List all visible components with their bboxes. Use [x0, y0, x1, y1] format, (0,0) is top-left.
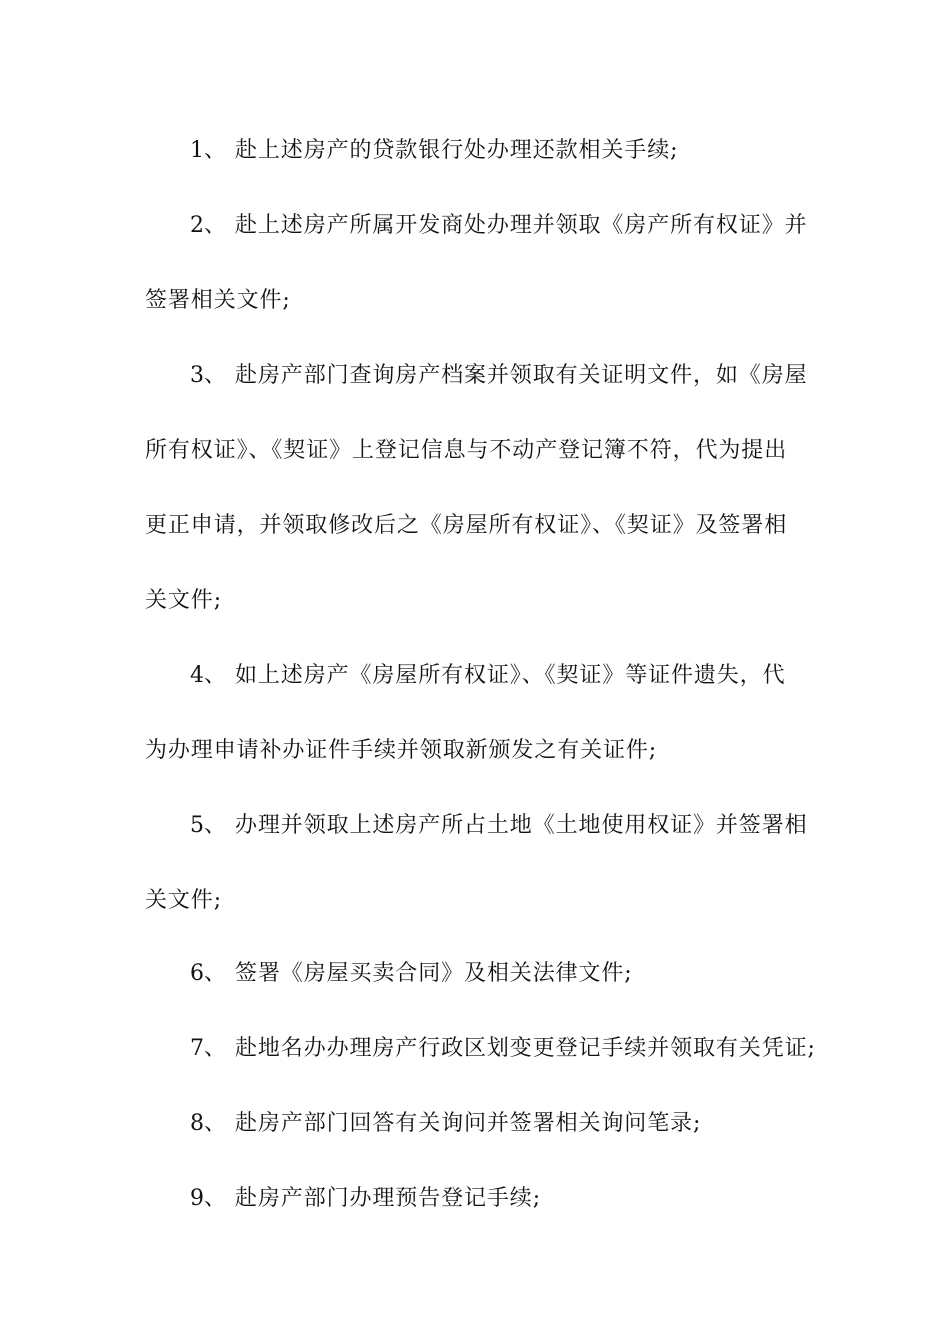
list-item-continuation	[0, 433, 950, 469]
item-number: 9、	[190, 1186, 226, 1211]
item-number: 1、	[190, 138, 226, 163]
item-text: 为办理申请补办证件手续并领取新颁发之有关证件;	[145, 738, 658, 763]
item-text: 关文件;	[145, 888, 223, 913]
item-number: 5、	[190, 813, 226, 838]
list-item	[0, 208, 950, 244]
item-number: 3、	[190, 363, 226, 388]
item-number: 8、	[190, 1111, 226, 1136]
list-item	[0, 658, 950, 694]
list-item	[0, 358, 950, 394]
item-number: 4、	[190, 663, 226, 688]
item-text: 办理并领取上述房产所占土地《土地使用权证》并签署相	[235, 813, 808, 838]
list-item	[0, 1181, 950, 1217]
list-item	[0, 1031, 950, 1067]
list-item-continuation	[0, 883, 950, 919]
item-text: 签署《房屋买卖合同》及相关法律文件;	[235, 961, 633, 986]
list-item-continuation	[0, 283, 950, 319]
list-item	[0, 133, 950, 169]
list-item-continuation	[0, 583, 950, 619]
list-item-continuation	[0, 733, 950, 769]
item-text: 赴地名办办理房产行政区划变更登记手续并领取有关凭证;	[235, 1036, 816, 1061]
item-text: 所有权证》、《契证》上登记信息与不动产登记簿不符，代为提出	[145, 438, 788, 463]
list-item	[0, 956, 950, 992]
item-text: 赴上述房产的贷款银行处办理还款相关手续;	[235, 138, 679, 163]
list-item	[0, 808, 950, 844]
item-text: 赴房产部门办理预告登记手续;	[235, 1186, 542, 1211]
item-text: 赴上述房产所属开发商处办理并领取《房产所有权证》并	[235, 213, 808, 238]
item-text: 赴房产部门查询房产档案并领取有关证明文件，如《房屋	[235, 363, 808, 388]
item-text: 赴房产部门回答有关询问并签署相关询问笔录;	[235, 1111, 702, 1136]
item-number: 7、	[190, 1036, 226, 1061]
item-number: 2、	[190, 213, 226, 238]
list-item-continuation	[0, 508, 950, 544]
item-text: 更正申请，并领取修改后之《房屋所有权证》、《契证》及签署相	[145, 513, 788, 538]
item-text: 关文件;	[145, 588, 223, 613]
list-item	[0, 1106, 950, 1142]
item-text: 签署相关文件;	[145, 288, 291, 313]
item-text: 如上述房产《房屋所有权证》、《契证》等证件遗失，代	[235, 663, 786, 688]
item-number: 6、	[190, 961, 226, 986]
